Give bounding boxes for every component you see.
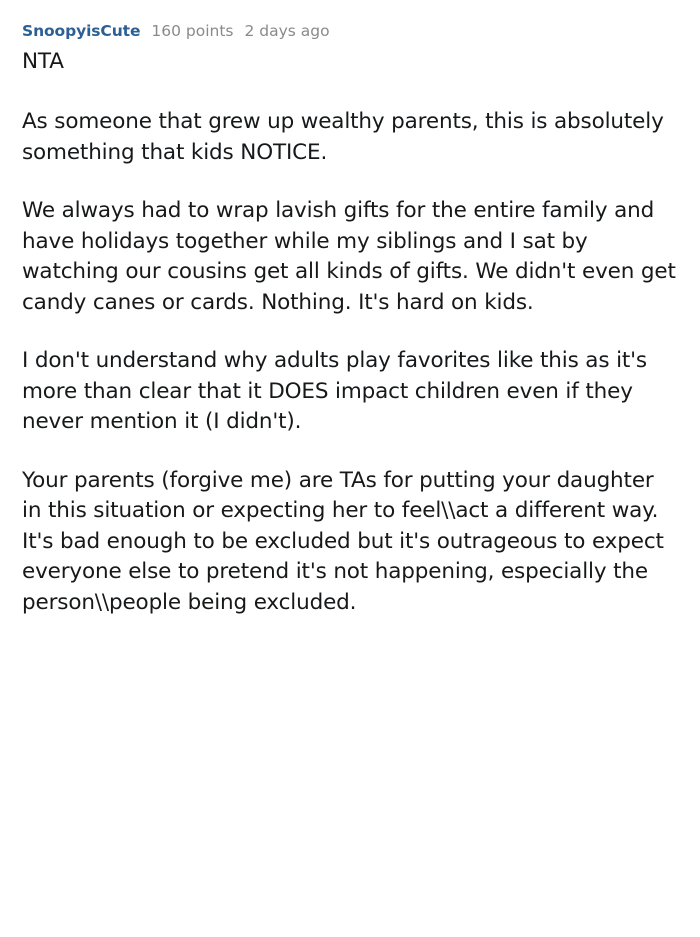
comment-points: 160 points bbox=[151, 22, 234, 40]
comment-paragraph-3: I don't understand why adults play favorites like this as it's more than clear that it DOES impact children even if they never mention it (I didn't). bbox=[22, 348, 647, 435]
comment-timestamp: 2 days ago bbox=[244, 22, 330, 40]
comment-paragraph-verdict: NTA bbox=[22, 48, 64, 74]
comment-author[interactable]: SnoopyisCute bbox=[22, 22, 141, 40]
comment-meta bbox=[22, 22, 678, 41]
comment-paragraph-4: Your parents (forgive me) are TAs for putting your daughter in this situation or expecting her to feel\\act a different way. It's bad enough to be excluded but it's outrageous to expect everyone else to pretend it's not happening, especially the person\\people being excluded. bbox=[22, 467, 664, 615]
comment-body bbox=[22, 47, 678, 619]
comment-paragraph-1: As someone that grew up wealthy parents, this is absolutely something that kids NOTICE. bbox=[22, 109, 664, 165]
comment-paragraph-2: We always had to wrap lavish gifts for the entire family and have holidays together while my siblings and I sat by watching our cousins get all kinds of gifts. We didn't even get candy canes or cards. Nothing. It's hard on kids. bbox=[22, 198, 676, 315]
